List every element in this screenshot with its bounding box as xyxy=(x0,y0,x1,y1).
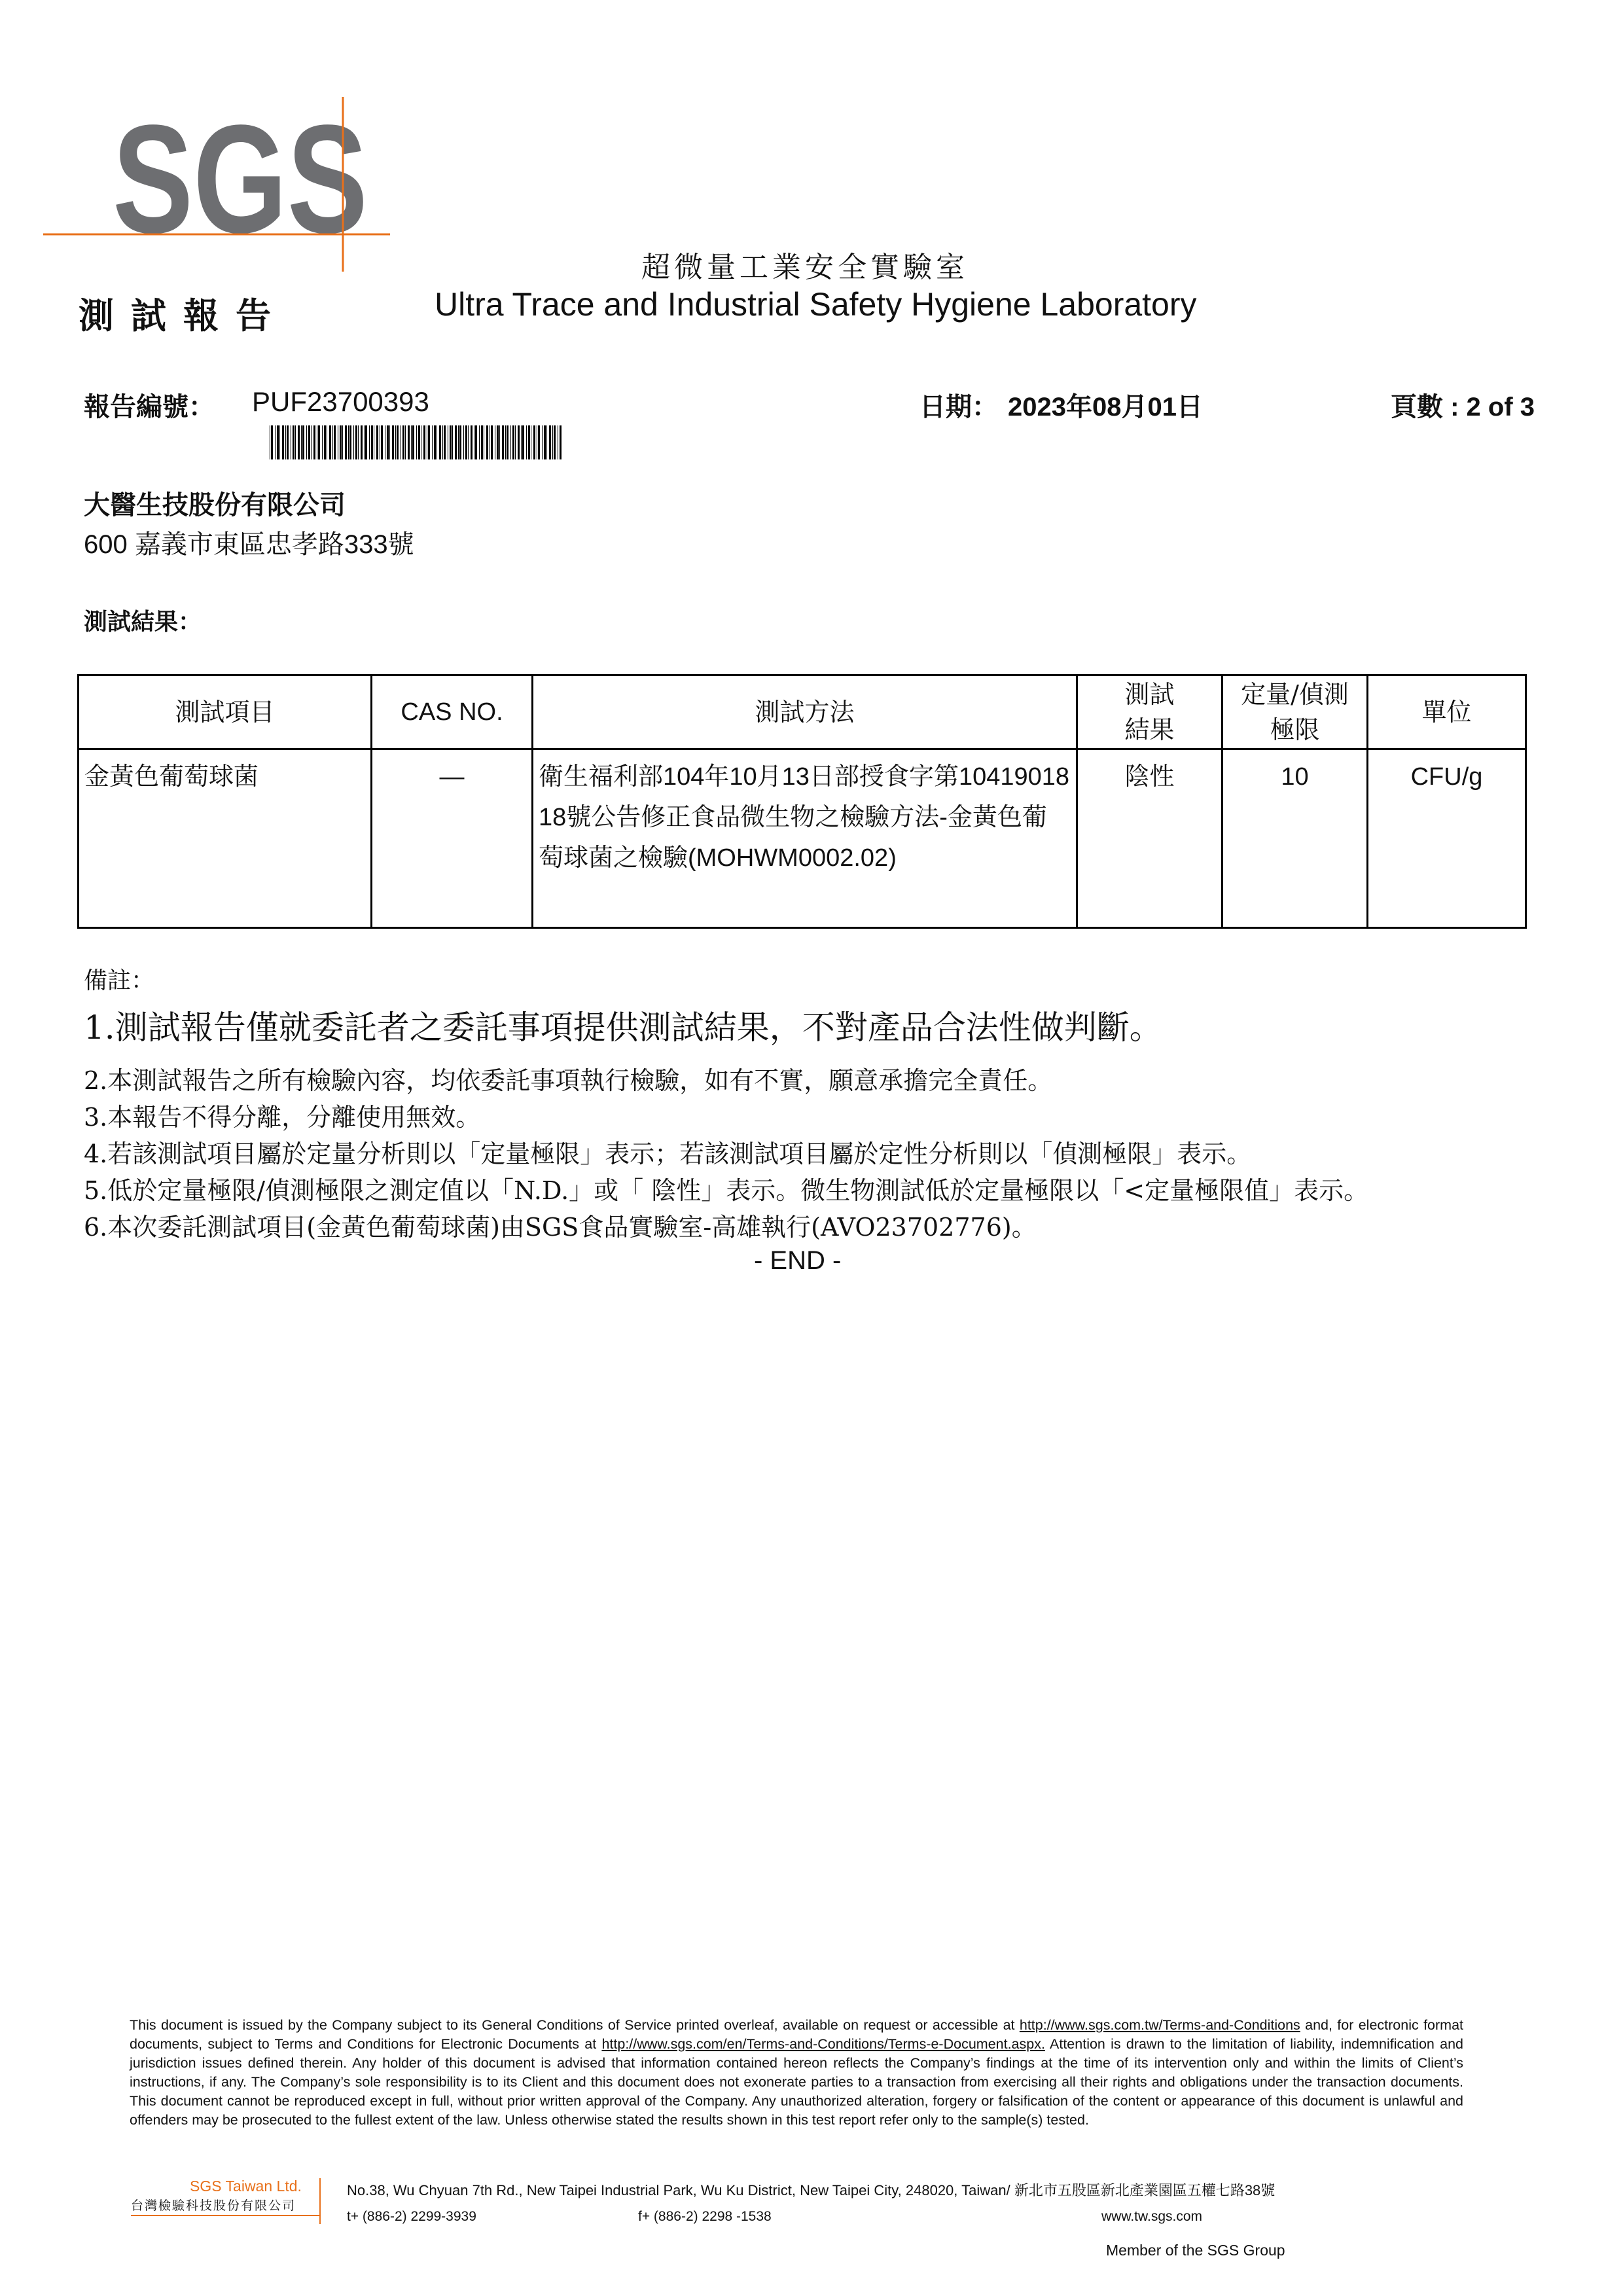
barcode-bar xyxy=(411,425,412,459)
lab-name-cn: 超微量工業安全實驗室 xyxy=(641,251,969,284)
date-value: 2023年08月01日 xyxy=(1008,393,1203,422)
note-item: 2.本測試報告之所有檢驗內容，均依委託事項執行檢驗，如有不實，願意承擔完全責任。 xyxy=(84,1066,1053,1095)
note-item: 3.本報告不得分離，分離使用無效。 xyxy=(84,1103,481,1132)
terms-link[interactable]: http://www.sgs.com.tw/Terms-and-Conditions xyxy=(1019,2017,1300,2033)
barcode-bar xyxy=(515,425,516,459)
barcode-bar xyxy=(452,425,453,459)
barcode-bar xyxy=(277,425,279,459)
client-name: 大醫生技股份有限公司 xyxy=(84,491,346,520)
barcode-bar xyxy=(369,425,370,459)
barcode-bar xyxy=(358,425,359,459)
barcode-bar xyxy=(455,425,457,459)
footer-website-link[interactable]: www.tw.sgs.com xyxy=(1101,2209,1203,2224)
barcode-bar xyxy=(340,425,342,459)
barcode-bar xyxy=(538,425,540,459)
footer-fax: f+ (886-2) 2298 -1538 xyxy=(638,2209,772,2224)
page-count: 頁數 : 2 of 3 xyxy=(1391,393,1535,422)
barcode-bar xyxy=(355,425,357,459)
barcode-bar xyxy=(402,425,404,459)
barcode-bar xyxy=(365,425,367,459)
barcode-bar xyxy=(510,425,511,459)
barcode-bar xyxy=(552,425,553,459)
footer-divider xyxy=(319,2178,321,2224)
barcode-bar xyxy=(459,425,461,459)
barcode-bar xyxy=(465,425,467,459)
barcode-bar xyxy=(505,425,506,459)
barcode-bar xyxy=(544,425,546,459)
barcode-bar xyxy=(502,425,504,459)
barcode-bar xyxy=(418,425,420,459)
note-item: 4.若該測試項目屬於定量分析則以「定量極限」表示；若該測試項目屬於定性分析則以「偵測極限」表示。 xyxy=(84,1139,1252,1168)
column-header: 單位 xyxy=(1368,675,1526,749)
test-result: 陰性 xyxy=(1077,749,1222,928)
column-header: 定量/偵測 極限 xyxy=(1222,675,1368,749)
sgs-logo-text: SGS xyxy=(113,93,368,266)
barcode-bar xyxy=(481,425,483,459)
barcode-bar xyxy=(295,425,296,459)
barcode-bar xyxy=(499,425,500,459)
barcode-bar xyxy=(408,425,410,459)
barcode-bar xyxy=(412,425,414,459)
barcode-bar xyxy=(512,425,514,459)
barcode-bar xyxy=(405,425,406,459)
report-title: 測試報告 xyxy=(79,295,288,336)
end-marker: - END - xyxy=(754,1246,842,1275)
barcode-bar xyxy=(546,425,547,459)
barcode-bar xyxy=(491,425,493,459)
barcode-bar xyxy=(450,425,452,459)
barcode-bar xyxy=(298,425,300,459)
barcode-bar xyxy=(542,425,543,459)
note-item: 5.低於定量極限/偵測極限之測定值以「N.D.」或「 陰性」表示。微生物測試低於定量極限以「<定量極限值」表示。 xyxy=(84,1176,1369,1205)
barcode-bar xyxy=(521,425,522,459)
column-header: 測試方法 xyxy=(533,675,1077,749)
barcode-bar xyxy=(282,425,284,459)
e-document-terms-link[interactable]: http://www.sgs.com/en/Terms-and-Conditions/Terms-e-Document.aspx. xyxy=(601,2036,1045,2052)
barcode-bar xyxy=(416,425,417,459)
client-address: 600 嘉義市東區忠孝路333號 xyxy=(84,530,414,559)
barcode-bar xyxy=(444,425,446,459)
barcode-bar xyxy=(507,425,508,459)
unit: CFU/g xyxy=(1368,749,1526,928)
barcode-bar xyxy=(318,425,320,459)
footer-company-cn: 台灣檢驗科技股份有限公司 xyxy=(131,2198,296,2213)
barcode-bar xyxy=(389,425,390,459)
footer-member-note: Member of the SGS Group xyxy=(1106,2242,1285,2259)
barcode-bar xyxy=(458,425,459,459)
barcode-bar xyxy=(528,425,530,459)
barcode-bar xyxy=(285,425,286,459)
barcode-bar xyxy=(522,425,524,459)
barcode-bar xyxy=(533,425,535,459)
barcode-bar xyxy=(364,425,365,459)
legal-disclaimer: This document is issued by the Company subject to its General Conditions of Service printed overleaf, available on request or accessible at http://www.sgs.com.tw/Terms-and-Conditions and, for electronic format documents, subject to Terms and Conditions for Electronic Documents at http://www.sgs.com/en/Terms-and-Conditions/Terms-e-Document.aspx. Attention is drawn to the limitation of liability, indemnification and jurisdiction issues defined therein. Any holder of this document is advised that information contained hereon reflects the Company’s findings at the time of its intervention only and within the limits of Client’s instructions, if any. The Company’s sole responsibility is to its Client and this document does not exonerate parties to a transaction from exercising all their rights and obligations under the transaction documents. This document cannot be reproduced except in full, without prior written approval of the Company. Any unauthorized alteration, forgery or falsification of the content or appearance of this document is unlawful and offenders may be prosecuted to the fullest extent of the law. Unless otherwise stated the results shown in this test report refer only to the sample(s) tested. xyxy=(130,2017,1463,2128)
barcode-bar xyxy=(439,425,441,459)
barcode-bar xyxy=(308,425,310,459)
barcode-bar xyxy=(560,425,562,459)
footer-address: No.38, Wu Chyuan 7th Rd., New Taipei Industrial Park, Wu Ku District, New Taipei City, 248020, Taiwan/ 新北市五股區新北產業園區五權七路38號 xyxy=(347,2182,1275,2198)
barcode-bar xyxy=(381,425,383,459)
barcode-bar xyxy=(434,425,436,459)
column-header: 測試項目 xyxy=(79,675,372,749)
barcode-bar xyxy=(361,425,363,459)
barcode-bar xyxy=(324,425,326,459)
barcode-bar xyxy=(526,425,527,459)
barcode-bar xyxy=(306,425,307,459)
barcode-bar xyxy=(423,425,425,459)
lab-name-en: Ultra Trace and Industrial Safety Hygiene Laboratory xyxy=(435,286,1197,323)
barcode-bar xyxy=(376,425,378,459)
barcode-bar xyxy=(271,425,273,459)
barcode-bar xyxy=(302,425,304,459)
barcode-bar xyxy=(301,425,302,459)
cas-number: — xyxy=(372,749,533,928)
barcode-bar xyxy=(397,425,399,459)
barcode-bar xyxy=(313,425,315,459)
footer-company-en: SGS Taiwan Ltd. xyxy=(190,2178,302,2195)
barcode-bar xyxy=(442,425,443,459)
detection-limit: 10 xyxy=(1222,749,1368,928)
barcode-bar xyxy=(353,425,354,459)
barcode-bar xyxy=(554,425,556,459)
barcode-bar xyxy=(471,425,473,459)
column-header: 測試 結果 xyxy=(1077,675,1222,749)
barcode-bar xyxy=(275,425,276,459)
test-item: 金黃色葡萄球菌 xyxy=(79,749,372,928)
barcode-bar xyxy=(322,425,323,459)
barcode-bar xyxy=(463,425,464,459)
results-label: 測試結果： xyxy=(84,608,202,636)
barcode-bar xyxy=(349,425,351,459)
barcode-bar xyxy=(392,425,394,459)
barcode-bar xyxy=(332,425,333,459)
barcode-bar xyxy=(486,425,488,459)
barcode-bar xyxy=(348,425,349,459)
barcode-bar xyxy=(468,425,469,459)
barcode-bar xyxy=(479,425,480,459)
barcode-bar xyxy=(287,425,289,459)
notes-label: 備註： xyxy=(84,967,155,994)
barcode-bar xyxy=(432,425,433,459)
barcode-bar xyxy=(329,425,331,459)
footer-telephone: t+ (886-2) 2299-3939 xyxy=(347,2209,476,2224)
barcode-bar xyxy=(334,425,336,459)
sgs-logo xyxy=(39,92,406,275)
table-row xyxy=(79,749,1526,928)
barcode-bar xyxy=(549,425,551,459)
footer-divider xyxy=(131,2215,321,2216)
barcode-bar xyxy=(311,425,312,459)
date-label: 日期： xyxy=(919,391,998,422)
barcode-bar xyxy=(428,425,430,459)
report-number: PUF23700393 xyxy=(252,386,429,417)
column-header: CAS NO. xyxy=(372,675,533,749)
barcode xyxy=(270,425,563,459)
barcode-bar xyxy=(371,425,373,459)
report-number-label: 報告編號： xyxy=(84,391,215,422)
test-method: 衛生福利部104年10月13日部授食字第1041901818號公告修正食品微生物之檢驗方法-金黃色葡萄球菌之檢驗(MOHWM0002.02) xyxy=(533,749,1077,928)
note-item: 6.本次委託測試項目(金黃色葡萄球菌)由SGS食品實驗室-高雄執行(AVO23702776)。 xyxy=(84,1213,1037,1242)
note-item: 1.測試報告僅就委託者之委託事項提供測試結果，不對產品合法性做判斷。 xyxy=(84,1009,1162,1047)
barcode-bar xyxy=(293,425,294,459)
barcode-bar xyxy=(475,425,477,459)
barcode-bar xyxy=(497,425,499,459)
barcode-bar xyxy=(518,425,520,459)
barcode-bar xyxy=(387,425,389,459)
barcode-bar xyxy=(279,425,280,459)
results-table xyxy=(77,674,1527,929)
barcode-bar xyxy=(342,425,343,459)
barcode-bar xyxy=(395,425,396,459)
table-header-row xyxy=(79,675,1526,749)
barcode-bar xyxy=(345,425,347,459)
